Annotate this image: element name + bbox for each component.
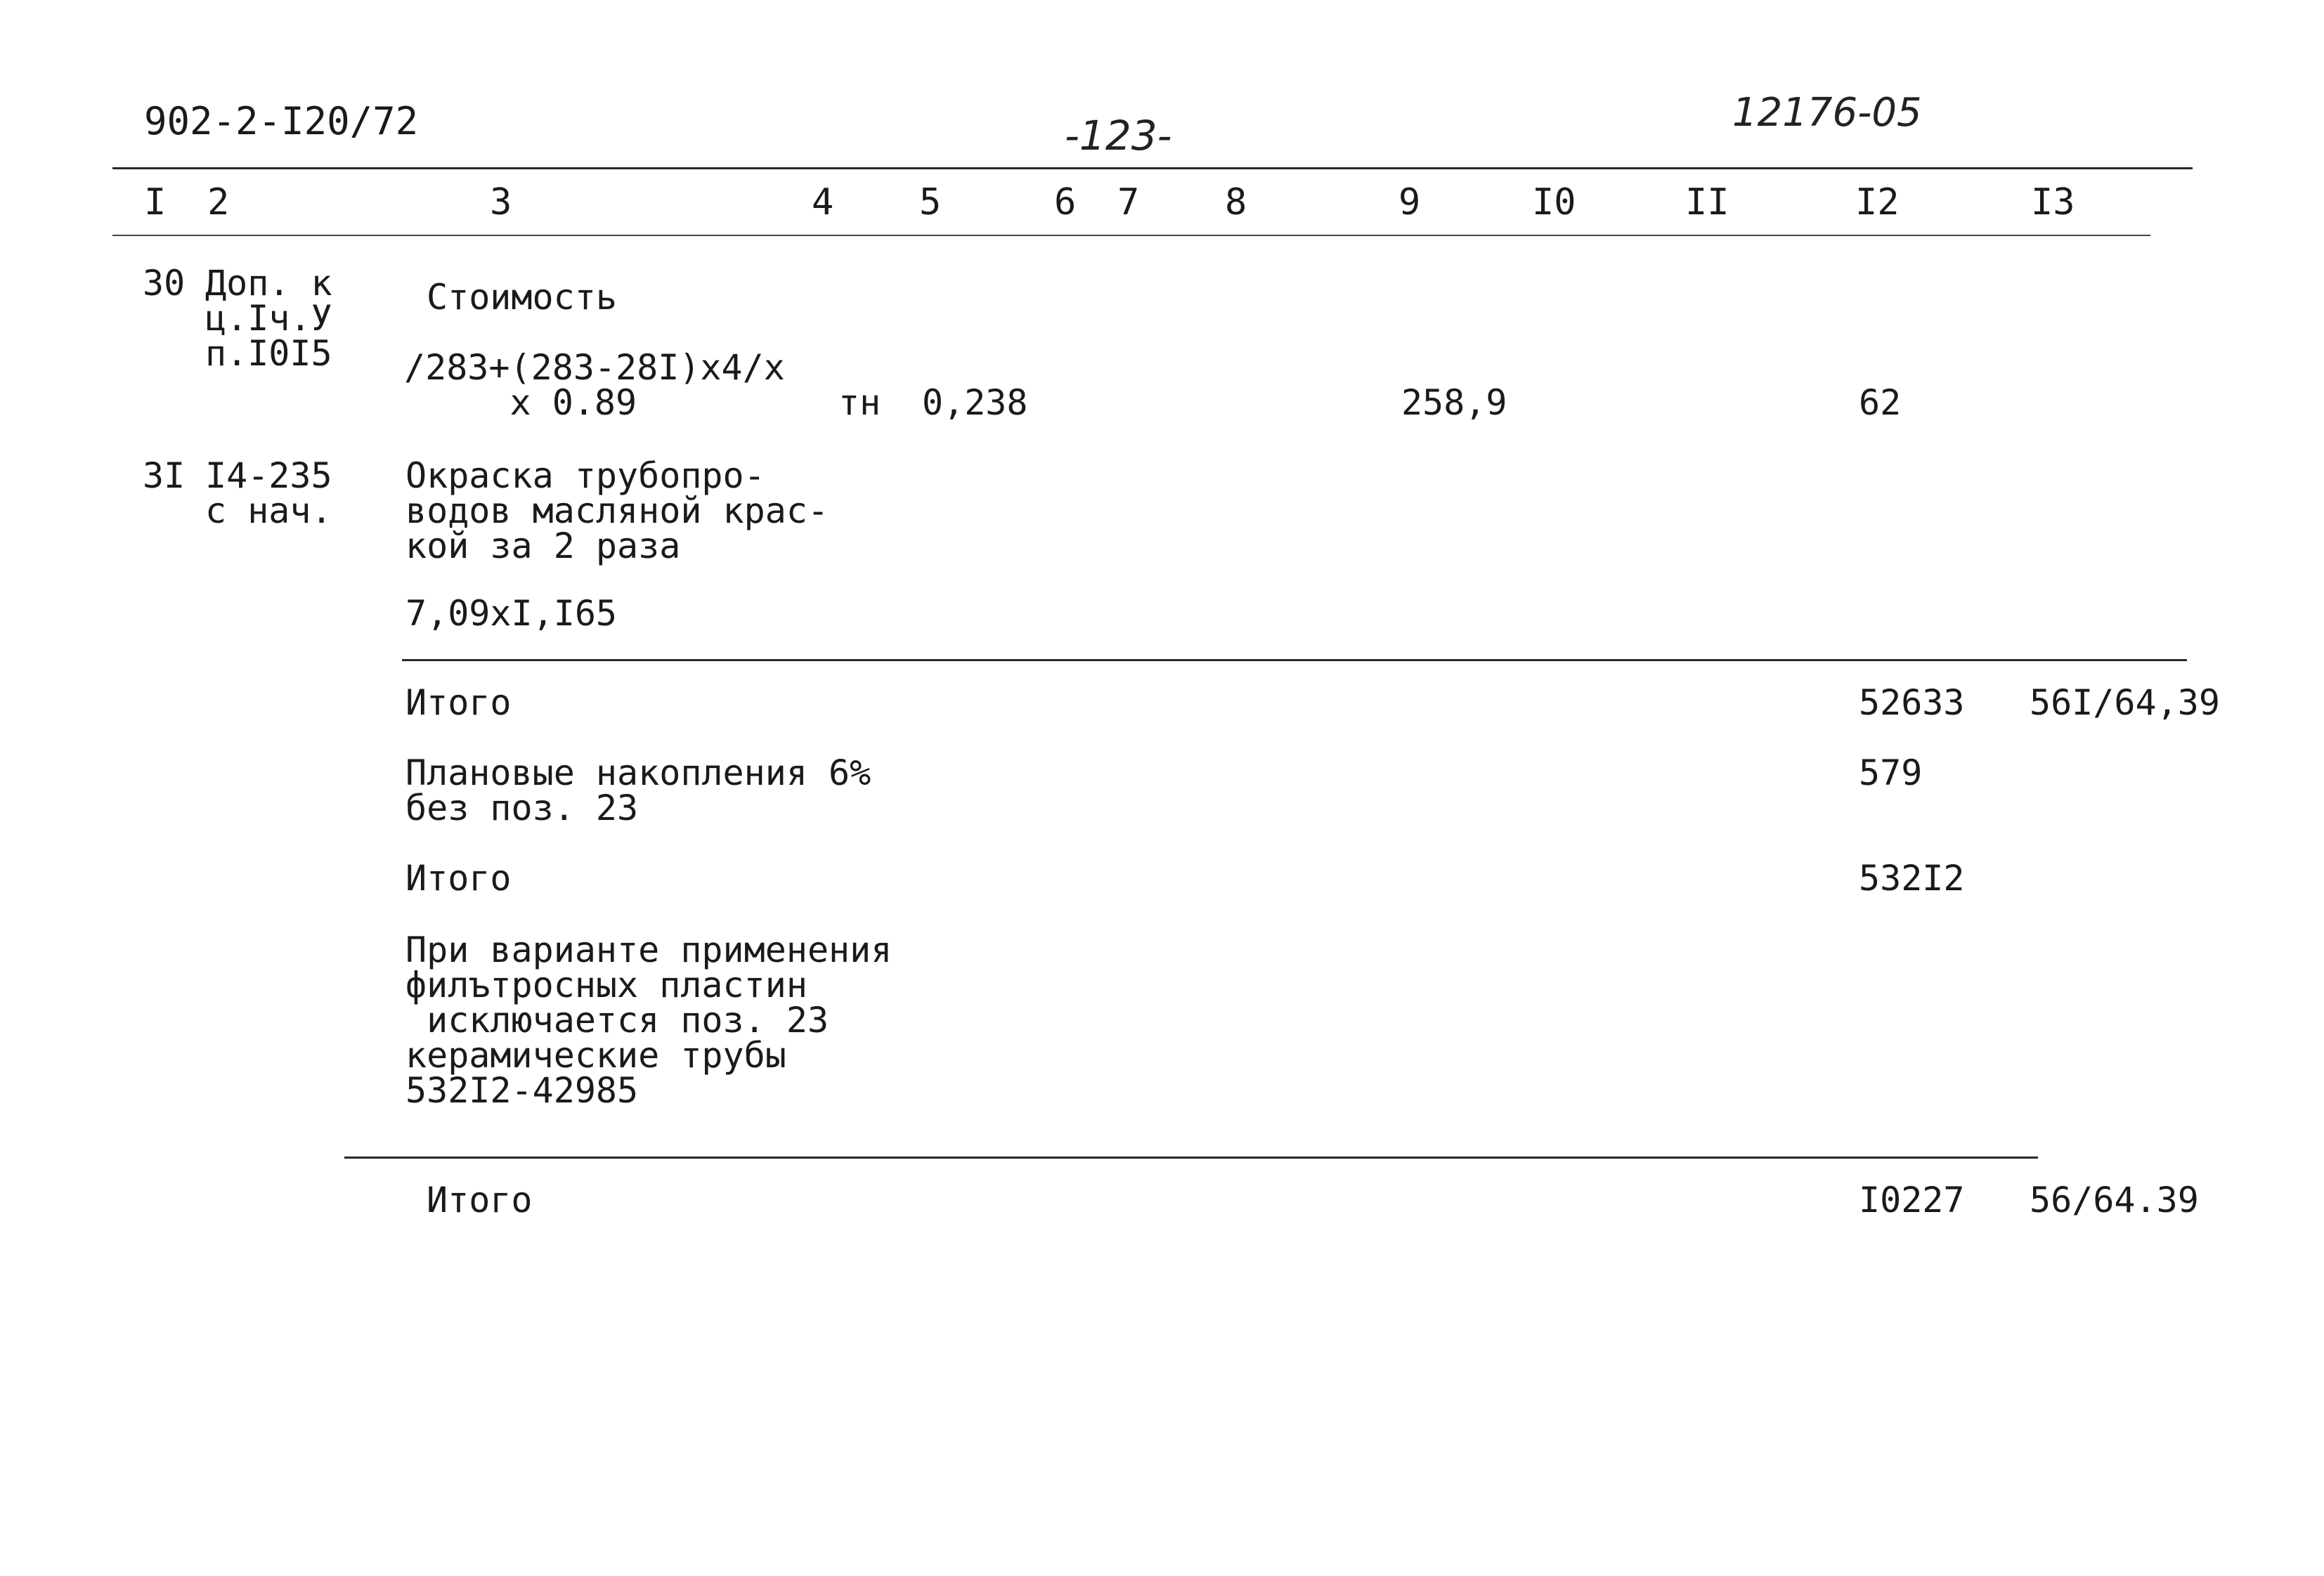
row-30-number: 30 [143,263,186,304]
col-header-12: I2 [1855,181,1900,223]
row-31-number: 3I [143,455,186,496]
row-31-reference: I4-235 с нач. [205,455,332,531]
reference-number: 12176-05 [1732,90,1922,136]
col-header-2: 2 [207,181,230,223]
page-number: -123- [1065,112,1172,159]
row-30-title: Стоимость [427,277,617,318]
planned-savings-col12: 579 [1859,753,1923,793]
row-30-formula: /283+(283-28I)x4/x x 0.89 [404,347,785,423]
row-30-reference: Доп. к ц.Iч.У п.I0I5 [205,263,332,374]
col-header-3: 3 [490,181,512,223]
total-2-label: Итого [405,858,512,899]
row-30-unit: тн [838,382,881,423]
total-1-label: Итого [405,682,512,723]
row-30-total: 62 [1859,382,1902,423]
col-header-13: I3 [2031,181,2075,223]
col-header-11: II [1685,181,1729,223]
col-header-9: 9 [1398,181,1421,223]
col-header-8: 8 [1225,181,1247,223]
totals-rule [402,659,2187,661]
variant-note: При варианте применения филътросных пластин исключается поз. 23 керамические трубы 532I2-42985 [405,930,892,1111]
total-2-col12: 532I2 [1859,858,1965,899]
row-31-title: Окраска трубопро- водов масляной крас- кой за 2 раза [405,455,829,566]
col-header-5: 5 [919,181,942,223]
col-header-4: 4 [812,181,834,223]
row-30-quantity: 0,238 [922,382,1028,423]
final-total-col12: I0227 [1859,1180,1965,1220]
planned-savings-label: Плановые накопления 6% без поз. 23 [405,753,871,828]
col-header-1: I [144,181,167,223]
final-total-col13: 56/64.39 [2030,1180,2199,1220]
document-code: 902-2-I20/72 [144,99,419,143]
row-30-price: 258,9 [1401,382,1507,423]
row-31-formula: 7,09xI,I65 [405,593,618,634]
header-bottom-rule [112,235,2150,236]
col-header-6: 6 [1054,181,1077,223]
col-header-7: 7 [1117,181,1140,223]
header-top-rule [112,167,2193,169]
final-rule [344,1157,2038,1159]
total-1-col12: 52633 [1859,682,1965,723]
final-total-label: Итого [427,1180,533,1220]
col-header-10: I0 [1532,181,1576,223]
total-1-col13: 56I/64,39 [2030,682,2220,723]
